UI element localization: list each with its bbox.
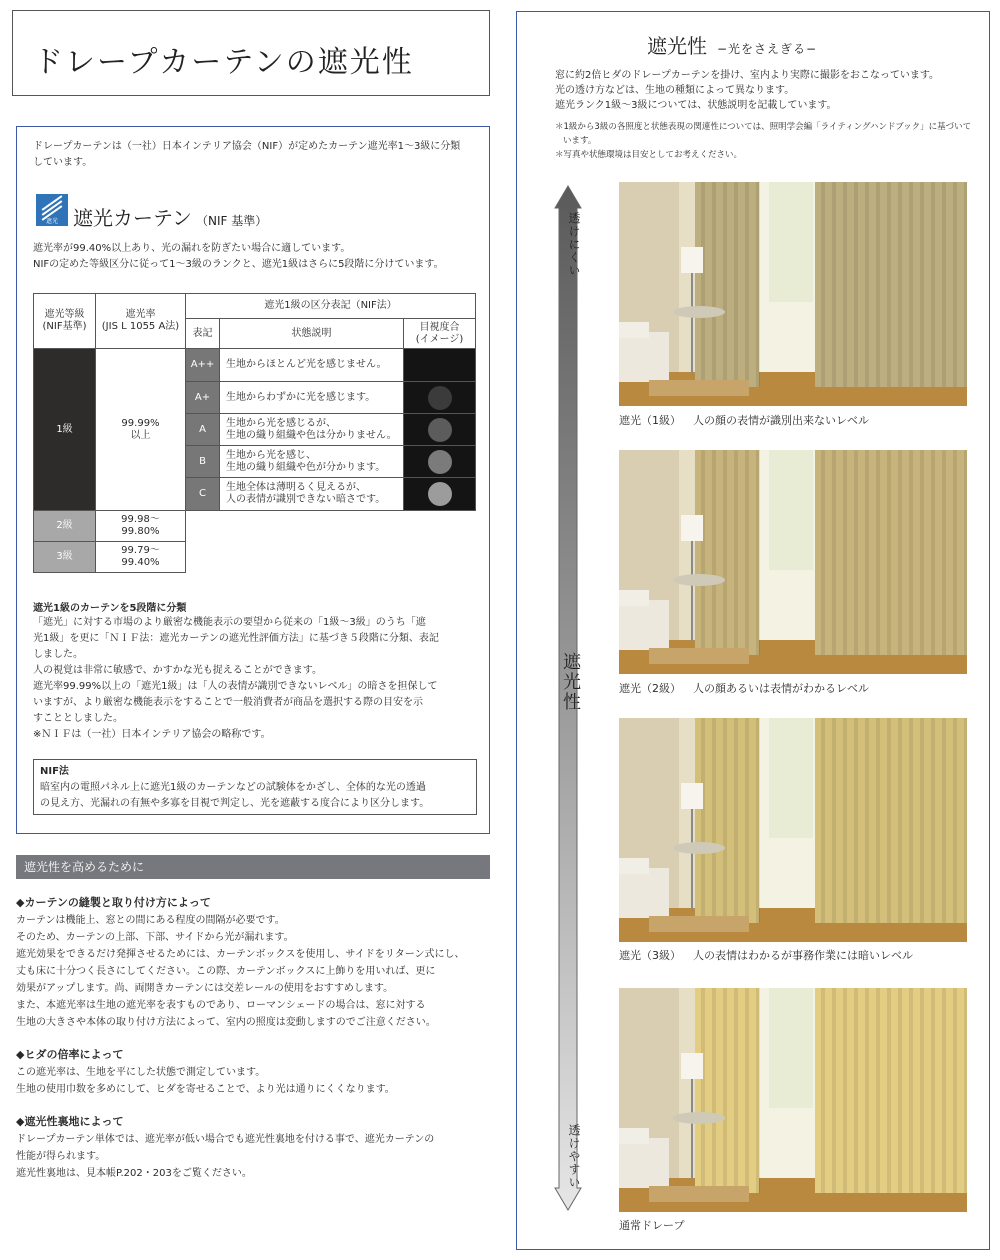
desc-cell: 生地から光を感じ、 生地の織り組織や色が分かります。 — [220, 446, 404, 478]
caption-normal-drape: 通常ドレープ — [619, 1219, 685, 1232]
caption-grade-1: 遮光（1級） 人の顔の表情が識別出来ないレベル — [619, 414, 869, 427]
curtain-room-image — [619, 988, 967, 1212]
code-cell: A+ — [186, 382, 220, 414]
title-box — [12, 10, 490, 96]
curtain-panel — [695, 718, 760, 923]
curtain-panel — [695, 450, 760, 655]
header-group: 遮光1級の区分表記（NIF法） — [186, 294, 476, 319]
visual-dot — [428, 450, 452, 474]
tip-sewing: ◆カーテンの縫製と取り付け方によって カーテンは機能上、窓との間にある程度の間隔が必要です。 そのため、カーテンの上部、下部、サイドから光が漏れます。 遮光効果をできるだけ発揮させるためには、カーテンボックスを使用し、サイドをリターン式にし、 丈も床に十分つく長さにしてください。この際、カーテンボックスに上飾りを用いれば、更に 効果がアップします。尚、両開きカーテンには交差レールの使用をおすすめします。 また、本遮光率は生地の遮光率を表すものであり、ローマンシェードの場合は、窓に対する 生地の大きさや本体の取り付け方法によって、室内の照度は変動しますのでご注意ください。 — [16, 896, 465, 1028]
improvement-tips — [16, 895, 486, 1198]
desc-cell: 生地からわずかに光を感じます。 — [220, 382, 404, 414]
visual-dot — [428, 353, 452, 377]
table-row — [34, 542, 476, 573]
section-bar: 遮光性を高めるために — [16, 855, 490, 879]
photo-grade-1 — [619, 182, 967, 406]
visual-cell — [404, 478, 476, 511]
rate-2-cell: 99.98〜 99.80% — [96, 511, 186, 542]
tip-lining: ◆遮光性裏地によって ドレープカーテン単体では、遮光率が低い場合でも遮光性裏地を付ける事で、遮光カーテンの 性能が得られます。 遮光性裏地は、見本帳P.202・203をご覧ください。 — [16, 1115, 435, 1179]
photo-notes: ＊1級から3級の各照度と状態表現の関連性については、照明学会編「ライティングハンドブック」に基づいています。 ＊写真や状態環境は目安としてお考えください。 — [555, 122, 972, 160]
visual-cell — [404, 446, 476, 478]
curtain-room-image — [619, 450, 967, 674]
photo-normal-drape — [619, 988, 967, 1212]
visual-dot — [428, 418, 452, 442]
light-gauge — [553, 184, 583, 1212]
header-grade: 遮光等級 (NIF基準) — [34, 294, 96, 349]
curtain-panel — [695, 988, 760, 1193]
visual-dot — [428, 386, 452, 410]
table-row — [34, 349, 476, 382]
curtain-room-image — [619, 718, 967, 942]
visual-cell — [404, 414, 476, 446]
gauge-label-bottom: 透けやすい — [567, 1124, 581, 1189]
curtain-panel — [695, 182, 760, 387]
visual-dot — [428, 482, 452, 506]
blackout-title: 遮光性 −光をさえぎる− — [647, 34, 818, 58]
curtain-panel — [815, 182, 967, 387]
grade-3-cell: 3級 — [34, 542, 96, 573]
curtain-panel — [815, 450, 967, 655]
header-desc: 状態説明 — [220, 319, 404, 349]
code-cell: A++ — [186, 349, 220, 382]
visual-cell — [404, 382, 476, 414]
curtain-panel — [815, 718, 967, 923]
visual-cell — [404, 349, 476, 382]
photo-grade-2 — [619, 450, 967, 674]
rate-3-cell: 99.79〜 99.40% — [96, 542, 186, 573]
intro-text: ドレープカーテンは（一社）日本インテリア協会（NIF）が定めたカーテン遮光率1〜3級に分類 しています。 — [33, 141, 461, 168]
nif-method-box: NIF法 暗室内の電照パネル上に遮光1級のカーテンなどの試験体をかざし、全体的な光の透過 の見え方、光漏れの有無や多寡を目視で判定し、光を遮蔽する度合により区分します。 — [33, 759, 477, 815]
code-cell: B — [186, 446, 220, 478]
nif-description: 遮光率が99.40%以上あり、光の漏れを防ぎたい場合に適しています。 NIFの定めた等級区分に従って1〜3級のランクと、遮光1級はさらに5段階に分けています。 — [33, 243, 444, 270]
header-rate: 遮光率 (JIS L 1055 A法) — [96, 294, 186, 349]
desc-cell: 生地からほとんど光を感じません。 — [220, 349, 404, 382]
header-visual: 目視度合 (イメージ) — [404, 319, 476, 349]
nif-standard-panel — [16, 126, 490, 834]
code-cell: C — [186, 478, 220, 511]
gauge-label-top: 透けにくい — [567, 212, 581, 277]
tip-pleat: ◆ヒダの倍率によって この遮光率は、生地を平にした状態で測定しています。 生地の使用巾数を多めにして、ヒダを寄せることで、より光は通りにくくなります。 — [16, 1048, 395, 1095]
grade-2-cell: 2級 — [34, 511, 96, 542]
blackout-photo-panel — [516, 11, 990, 1250]
table-row — [34, 511, 476, 542]
rate-1-cell: 99.99% 以上 — [96, 349, 186, 511]
blackout-badge-icon: 遮光 — [36, 194, 68, 226]
gauge-label-mid: 遮光性 — [560, 652, 581, 712]
nif-title: 遮光カーテン （NIF 基準） — [73, 206, 268, 230]
page-title: ドレープカーテンの遮光性 — [33, 45, 414, 80]
code-cell: A — [186, 414, 220, 446]
caption-grade-3: 遮光（3級） 人の表情はわかるが事務作業には暗いレベル — [619, 949, 913, 962]
photo-intro: 窓に約2倍ヒダのドレープカーテンを掛け、室内より実際に撮影をおこなっています。 光の透け方などは、生地の種類によって異なります。 遮光ランク1級〜3級については、状態説明を記載しています。 — [555, 70, 940, 111]
curtain-panel — [815, 988, 967, 1193]
header-code: 表記 — [186, 319, 220, 349]
classification-title: 遮光1級のカーテンを5段階に分類 — [33, 603, 187, 614]
grade-1-cell: 1級 — [34, 349, 96, 511]
classification-body: 「遮光」に対する市場のより厳密な機能表示の要望から従来の「1級〜3級」のうち「遮 光1級」を更に「ＮＩＦ法：遮光カーテンの遮光性評価方法」に基づき５段階に分類、表記 しました。 人の視覚は非常に敏感で、かすかな光も捉えることができます。 遮光率99.99%以上の「遮光1級」は「人の表情が識別できないレベル」の暗さを担保して いますが、より厳密な機能表示をすることで一般消費者が商品を選択する際の目安を示 すこととしました。 ※ＮＩＦは（一社）日本インテリア協会の略称です。 — [33, 617, 439, 740]
photo-grade-3 — [619, 718, 967, 942]
desc-cell: 生地全体は薄明るく見えるが、 人の表情が識別できない暗さです。 — [220, 478, 404, 511]
grade-table — [33, 293, 476, 573]
caption-grade-2: 遮光（2級） 人の顔あるいは表情がわかるレベル — [619, 682, 869, 695]
curtain-room-image — [619, 182, 967, 406]
desc-cell: 生地から光を感じるが、 生地の織り組織や色は分かりません。 — [220, 414, 404, 446]
